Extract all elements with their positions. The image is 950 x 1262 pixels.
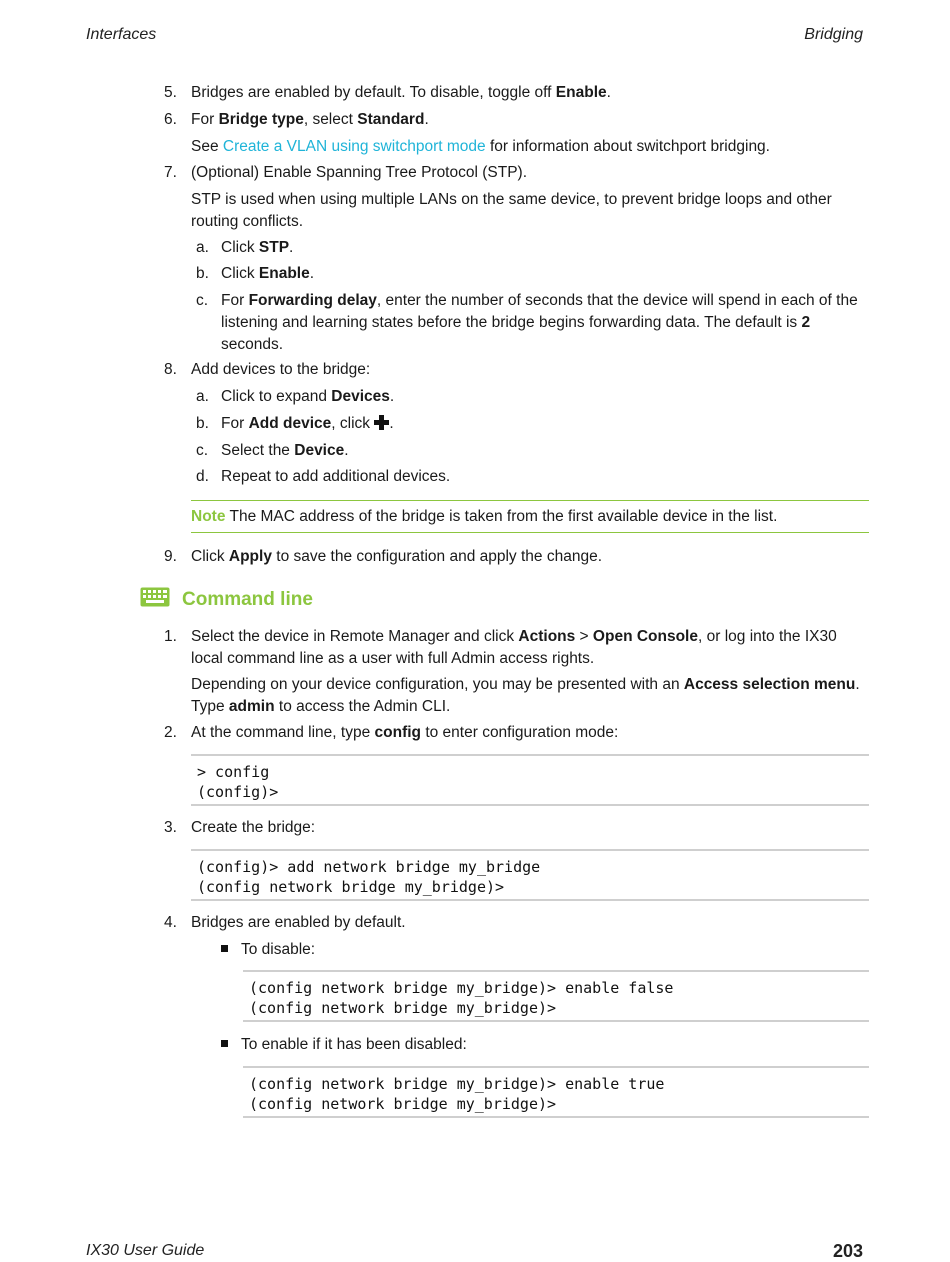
substep-8b-text: For Add device, click . xyxy=(221,413,871,437)
step-5-text: Bridges are enabled by default. To disable, toggle off Enable. xyxy=(191,84,611,101)
code-block: (config network bridge my_bridge)> enable true (config network bridge my_bridge)> xyxy=(243,1066,869,1118)
step-number: 6. xyxy=(164,111,177,128)
code-block: > config (config)> xyxy=(191,754,869,806)
code-block: (config)> add network bridge my_bridge (config network bridge my_bridge)> xyxy=(191,849,869,901)
substep-letter: a. xyxy=(196,239,209,256)
cli-step-3-text: Create the bridge: xyxy=(191,819,316,836)
step-7-text: (Optional) Enable Spanning Tree Protocol (STP). xyxy=(191,164,528,181)
keyboard-icon xyxy=(140,587,170,614)
section-title: Command line xyxy=(182,589,313,610)
step-number: 9. xyxy=(164,548,177,565)
note-label: Note xyxy=(191,508,226,525)
bullet xyxy=(221,945,228,952)
bullet-text: To enable if it has been disabled: xyxy=(241,1036,467,1053)
note-text: The MAC address of the bridge is taken from the first available device in the list. xyxy=(225,508,778,525)
vlan-switchport-link[interactable]: Create a VLAN using switchport mode xyxy=(222,138,486,155)
note-box xyxy=(191,500,869,533)
substep-8d-text: Repeat to add additional devices. xyxy=(221,468,451,485)
plus-icon xyxy=(374,415,389,437)
substep-letter: c. xyxy=(196,292,209,309)
substep-8c-text: Select the Device. xyxy=(221,442,349,459)
code-block: (config network bridge my_bridge)> enable false (config network bridge my_bridge)> xyxy=(243,970,869,1022)
cli-step-1-description: Depending on your device configuration, you may be presented with an Access selection menu. Type admin to access the Admin CLI. xyxy=(191,676,860,715)
substep-7c-text: For Forwarding delay, enter the number of seconds that the device will spend in each of the listening and learning states before the bridge begins forwarding data. The default is 2 seconds. xyxy=(221,292,858,353)
step-number: 3. xyxy=(164,819,177,836)
bullet-text: To disable: xyxy=(241,941,316,958)
substep-letter: b. xyxy=(196,415,209,432)
substep-letter: b. xyxy=(196,265,209,282)
step-number: 4. xyxy=(164,914,177,931)
cli-step-2-text: At the command line, type config to enter configuration mode: xyxy=(191,724,619,741)
footer-guide-title: IX30 User Guide xyxy=(86,1242,205,1259)
step-number: 2. xyxy=(164,724,177,741)
command-line-section-heading xyxy=(140,587,313,613)
cli-step-4-text: Bridges are enabled by default. xyxy=(191,914,406,931)
substep-7b-text: Click Enable. xyxy=(221,265,315,282)
page-number: 203 xyxy=(832,1241,863,1261)
running-header-right: Bridging xyxy=(804,26,863,43)
step-number: 8. xyxy=(164,361,177,378)
bullet xyxy=(221,1040,228,1047)
step-number: 5. xyxy=(164,84,177,101)
substep-letter: c. xyxy=(196,442,209,459)
step-9-text: Click Apply to save the configuration and apply the change. xyxy=(191,548,602,565)
step-number: 1. xyxy=(164,628,177,645)
substep-letter: a. xyxy=(196,388,209,405)
substep-8a-text: Click to expand Devices. xyxy=(221,388,395,405)
cli-step-1-text: Select the device in Remote Manager and click Actions > Open Console, or log into the IX30 local command line as a user with full Admin access rights. xyxy=(191,628,837,667)
step-6-see-also: See Create a VLAN using switchport mode for information about switchport bridging. xyxy=(191,138,770,155)
substep-letter: d. xyxy=(196,468,209,485)
running-header-left: Interfaces xyxy=(86,26,157,43)
step-8-text: Add devices to the bridge: xyxy=(191,361,371,378)
step-6-text: For Bridge type, select Standard. xyxy=(191,111,429,128)
step-7-description: STP is used when using multiple LANs on the same device, to prevent bridge loops and other routing conflicts. xyxy=(191,191,832,230)
substep-7a-text: Click STP. xyxy=(221,239,294,256)
step-number: 7. xyxy=(164,164,177,181)
